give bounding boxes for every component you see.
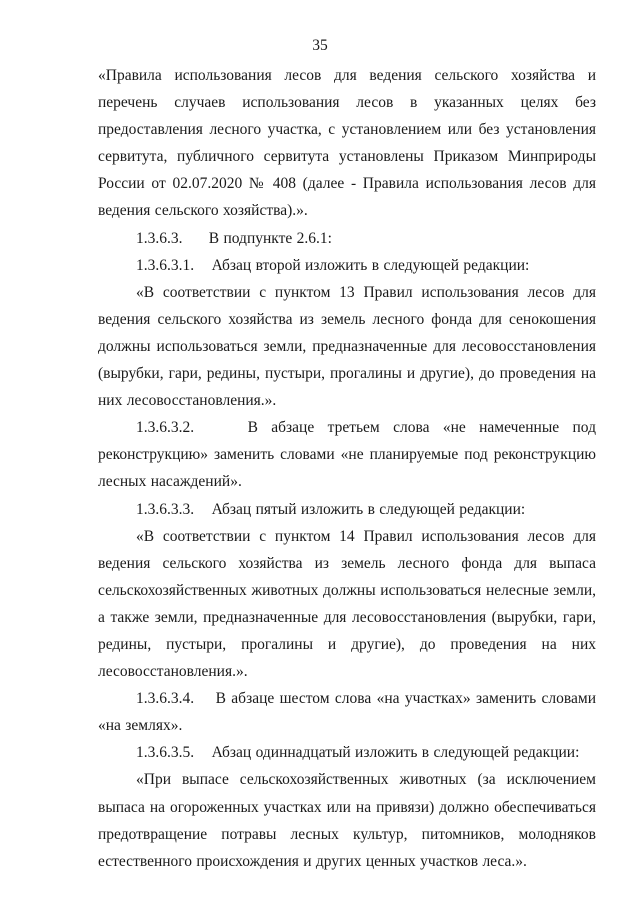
paragraph-quote-hay-mowing: «В соответствии с пунктом 13 Правил использования лесов для ведения сельского хозяйства из земель лесного фонда для сенокошения должны использоваться земли, предназначенные для лесовосстановления (вырубки, гари, редины, пустыри, прогалины и другие), до проведения на них лесовосстановления.».: [98, 283, 596, 410]
document-body: [98, 62, 601, 875]
paragraph-item-1-3-6-3-3: 1.3.6.3.3. Абзац пятый изложить в следующей редакции:: [136, 500, 526, 518]
page-number: 35: [312, 37, 328, 54]
paragraph-item-1-3-6-3-4: 1.3.6.3.4. В абзаце шестом слова «на участках» заменить словами «на землях».: [98, 690, 601, 735]
paragraph-rules-definition: «Правила использования лесов для ведения сельского хозяйства и перечень случаев использования лесов в указанных целях без предоставления лесного участка, с установлением или без установления сервитута, публичного сервитута установлены Приказом Минприроды России от 02.07.2020 № 408 (далее - Правила использования лесов для ведения сельского хозяйства).».: [98, 67, 596, 220]
paragraph-item-1-3-6-3-1: 1.3.6.3.1. Абзац второй изложить в следующей редакции:: [136, 256, 530, 274]
paragraph-item-1-3-6-3: 1.3.6.3. В подпункте 2.6.1:: [136, 229, 332, 247]
paragraph-item-1-3-6-3-5: 1.3.6.3.5. Абзац одиннадцатый изложить в следующей редакции:: [136, 744, 580, 762]
paragraph-quote-grazing-lands: «В соответствии с пунктом 14 Правил использования лесов для ведения сельского хозяйства из земель лесного фонда для выпаса сельскохозяйственных животных должны использоваться нелесные земли, а также земли, предназначенные для лесовосстановления (вырубки, гари, редины, пустыри, прогалины и другие), до проведения на них лесовосстановления.».: [98, 527, 596, 681]
paragraph-item-1-3-6-3-2: 1.3.6.3.2. В абзаце третьем слова «не намеченные под реконструкцию» заменить словами «не планируемые под реконструкцию лесных насаждений».: [98, 419, 601, 491]
paragraph-quote-grazing-protection: «При выпасе сельскохозяйственных животных (за исключением выпаса на огороженных участках или на привязи) должно обеспечиваться предотвращение потравы лесных культур, питомников, молодняков естественного происхождения и других ценных участков леса.».: [98, 771, 596, 870]
